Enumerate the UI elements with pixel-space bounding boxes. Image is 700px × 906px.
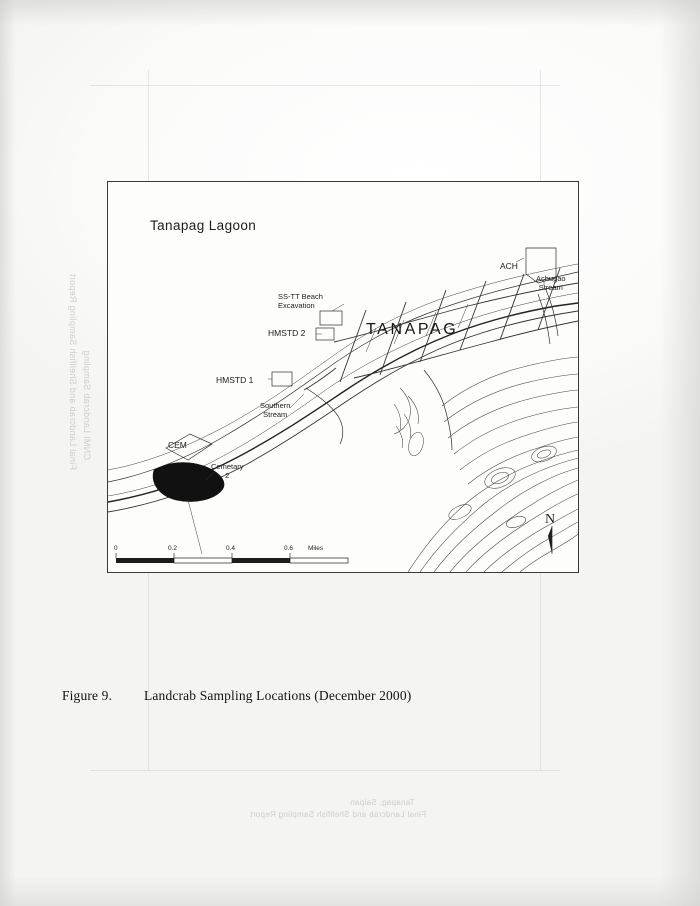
scale-tick-0: 0 xyxy=(114,545,118,552)
map-label-ss-tt-beach-excavation xyxy=(278,293,323,310)
page-edge-shadow-top xyxy=(0,0,700,26)
bleed-through-text: CNMI Landcrab Sampling xyxy=(82,350,92,460)
map-figure xyxy=(107,181,579,573)
figure-caption-text: Landcrab Sampling Locations (December 2000) xyxy=(144,688,412,703)
scale-units: Miles xyxy=(308,545,324,552)
map-label-achugao-stream xyxy=(536,275,566,292)
north-arrow-label: N xyxy=(545,512,556,527)
scale-tick-3: 0.6 xyxy=(284,545,294,552)
ss-tt-line-2: Excavation xyxy=(278,300,315,310)
map-graphic xyxy=(108,182,578,572)
map-label-cem: CEM xyxy=(168,440,187,450)
map-label-hmstd-2: HMSTD 2 xyxy=(268,328,306,338)
bleed-through-text: Tanapag, Saipan xyxy=(350,798,415,807)
bleed-through-text: Final Landcrab and Shellfish Sampling Report xyxy=(68,273,78,470)
map-label-tanapag-lagoon: Tanapag Lagoon xyxy=(150,218,257,233)
scale-tick-1: 0.2 xyxy=(168,545,178,552)
bleed-through-text: Final Landcrab and Shellfish Sampling Report xyxy=(250,810,426,819)
map-label-tanapag-village: TANAPAG xyxy=(366,321,459,338)
page-crease xyxy=(90,770,560,771)
cemetary-line-1: Cemetary xyxy=(211,462,244,471)
scale-tick-2: 0.4 xyxy=(226,545,236,552)
map-label-hmstd-1: HMSTD 1 xyxy=(216,375,254,385)
map-label-cemetary-2 xyxy=(211,463,244,480)
page-crease xyxy=(90,85,560,86)
map-label-southern-stream xyxy=(260,402,290,419)
page-edge-shadow-left xyxy=(0,0,16,906)
figure-number: Figure 9. xyxy=(62,688,113,703)
achugao-line-1: Achugao xyxy=(536,274,566,283)
page-edge-shadow-right xyxy=(660,0,700,906)
cemetary-line-2: 2 xyxy=(225,470,230,480)
achugao-line-2: Stream xyxy=(538,282,563,292)
southern-stream-line-1: Southern xyxy=(260,401,291,410)
map-label-ach: ACH xyxy=(500,261,518,271)
ss-tt-line-1: SS-TT Beach xyxy=(278,292,323,301)
southern-stream-line-2: Stream xyxy=(263,409,288,419)
figure-caption xyxy=(62,688,411,704)
page-edge-shadow-bottom xyxy=(0,876,700,906)
